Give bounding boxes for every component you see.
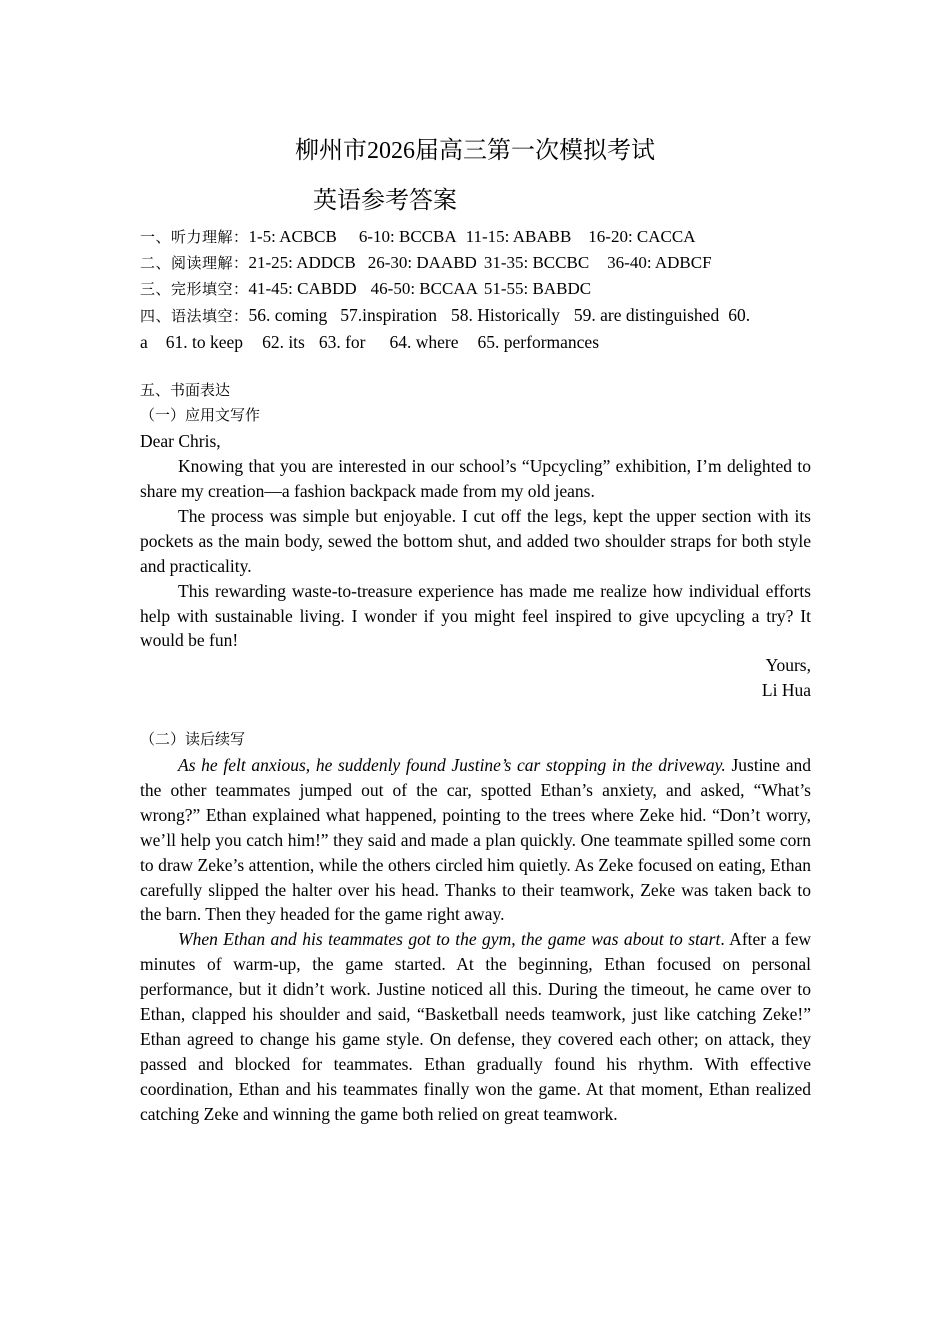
spacer [140, 355, 811, 380]
answer-item: 58. Historically [451, 304, 560, 325]
answer-group: 36-40: ADBCF [607, 252, 712, 272]
answer-item: 61. to keep [165, 331, 244, 352]
answer-group: 11-15: ABABB [465, 227, 572, 246]
answer-group: 26-30: DAABD [367, 252, 477, 272]
writing-section-label: 五、书面表达 [140, 383, 231, 400]
answer-item: 63. for [318, 331, 366, 352]
document-body [140, 225, 811, 1127]
continuation-writing-label: （二）读后续写 [140, 732, 246, 749]
story-paragraph-1 [140, 753, 811, 927]
spacer [140, 703, 811, 728]
story-body: Justine and the other teammates jumped out of the car, spotted Ethan’s anxiety, and asked, “What’s wrong?” Ethan explained what happened, pointing to the trees where Zeke hid. “Don’t worry, we’ll help you catch him!” they said and made a plan quickly. One teammate spilled some corn to draw Zeke’s attention, while the others circled him quietly. As Zeke focused on eating, Ethan carefully slipped the halter over his head. Thanks to their teamwork, Zeke was taken back to the barn. Then they headed for the game right away. [140, 755, 811, 925]
answer-item: a [140, 331, 148, 352]
answer-group: 21-25: ADDCB [248, 252, 356, 272]
grammar-label: 四、语法填空： [140, 308, 249, 325]
letter-paragraph: The process was simple but enjoyable. I cut off the legs, kept the upper section with its pockets as the main body, sewed the bottom shut, and added two shoulder straps for both style and practicality. [140, 505, 811, 576]
letter-signature: Li Hua [761, 680, 811, 701]
answer-group: 6-10: BCCBA [358, 227, 457, 246]
answer-item: 56. coming [248, 304, 328, 325]
grammar-answers-line-1 [140, 303, 811, 330]
story-body: . After a few minutes of warm-up, the game started. At the beginning, Ethan focused on personal performance, but it didn’t work. Justine noticed all this. During the timeout, he came over to Ethan, clapped his shoulder and said, “Basketball needs teamwork, just like catching Zeke!” Ethan agreed to change his game style. On defense, they covered each other; on attack, they passed and blocked for teammates. Ethan gradually found his rhythm. With effective coordination, Ethan and his teammates finally won the game. At that moment, Ethan realized catching Zeke and winning the game both relied on great teamwork. [140, 929, 811, 1124]
story-lead-sentence: When Ethan and his teammates got to the gym, the game was about to start [178, 929, 721, 950]
answer-key-subtitle: 英语参考答案 [313, 188, 457, 214]
answer-group: 1-5: ACBCB [248, 227, 337, 246]
answer-group: 51-55: BABDC [483, 278, 592, 298]
answer-item: 57.inspiration [340, 304, 437, 325]
practical-writing-label: （一）应用文写作 [140, 408, 261, 425]
answer-item: 64. where [389, 331, 459, 352]
reading-answers [140, 251, 811, 277]
cloze-answers [140, 277, 811, 303]
answer-group: 16-20: CACCA [588, 227, 696, 246]
story-lead-sentence: As he felt anxious, he suddenly found Justine’s car stopping in the driveway. [178, 755, 726, 775]
letter-paragraph: This rewarding waste-to-treasure experience has made me realize how individual efforts help with sustainable living. I wonder if you might feel inspired to give upcycling a try? It would be fun! [140, 580, 811, 651]
exam-title: 柳州市2026届高三第一次模拟考试 [295, 138, 655, 164]
letter-paragraph: Knowing that you are interested in our school’s “Upcycling” exhibition, I’m delighted to share my creation—a fashion backpack made from my old jeans. [140, 456, 811, 502]
story-paragraph-2 [140, 927, 811, 1126]
listening-label: 一、听力理解： [140, 230, 249, 246]
answer-group: 31-35: BCCBC [483, 252, 590, 272]
answer-item: 65. performances [477, 331, 600, 352]
answer-item: 62. its [262, 331, 305, 352]
letter-closing: Yours, [765, 655, 811, 676]
answer-item: 59. are distinguished [573, 304, 720, 325]
letter-salutation: Dear Chris, [140, 431, 221, 452]
answer-group: 46-50: BCCAA [370, 278, 478, 298]
cloze-label: 三、完形填空： [140, 281, 249, 298]
answer-item: 60. [728, 304, 751, 325]
grammar-answers-line-2 [140, 330, 811, 355]
reading-label: 二、阅读理解： [140, 255, 249, 272]
answer-group: 41-45: CABDD [248, 278, 357, 298]
listening-answers [140, 225, 811, 251]
